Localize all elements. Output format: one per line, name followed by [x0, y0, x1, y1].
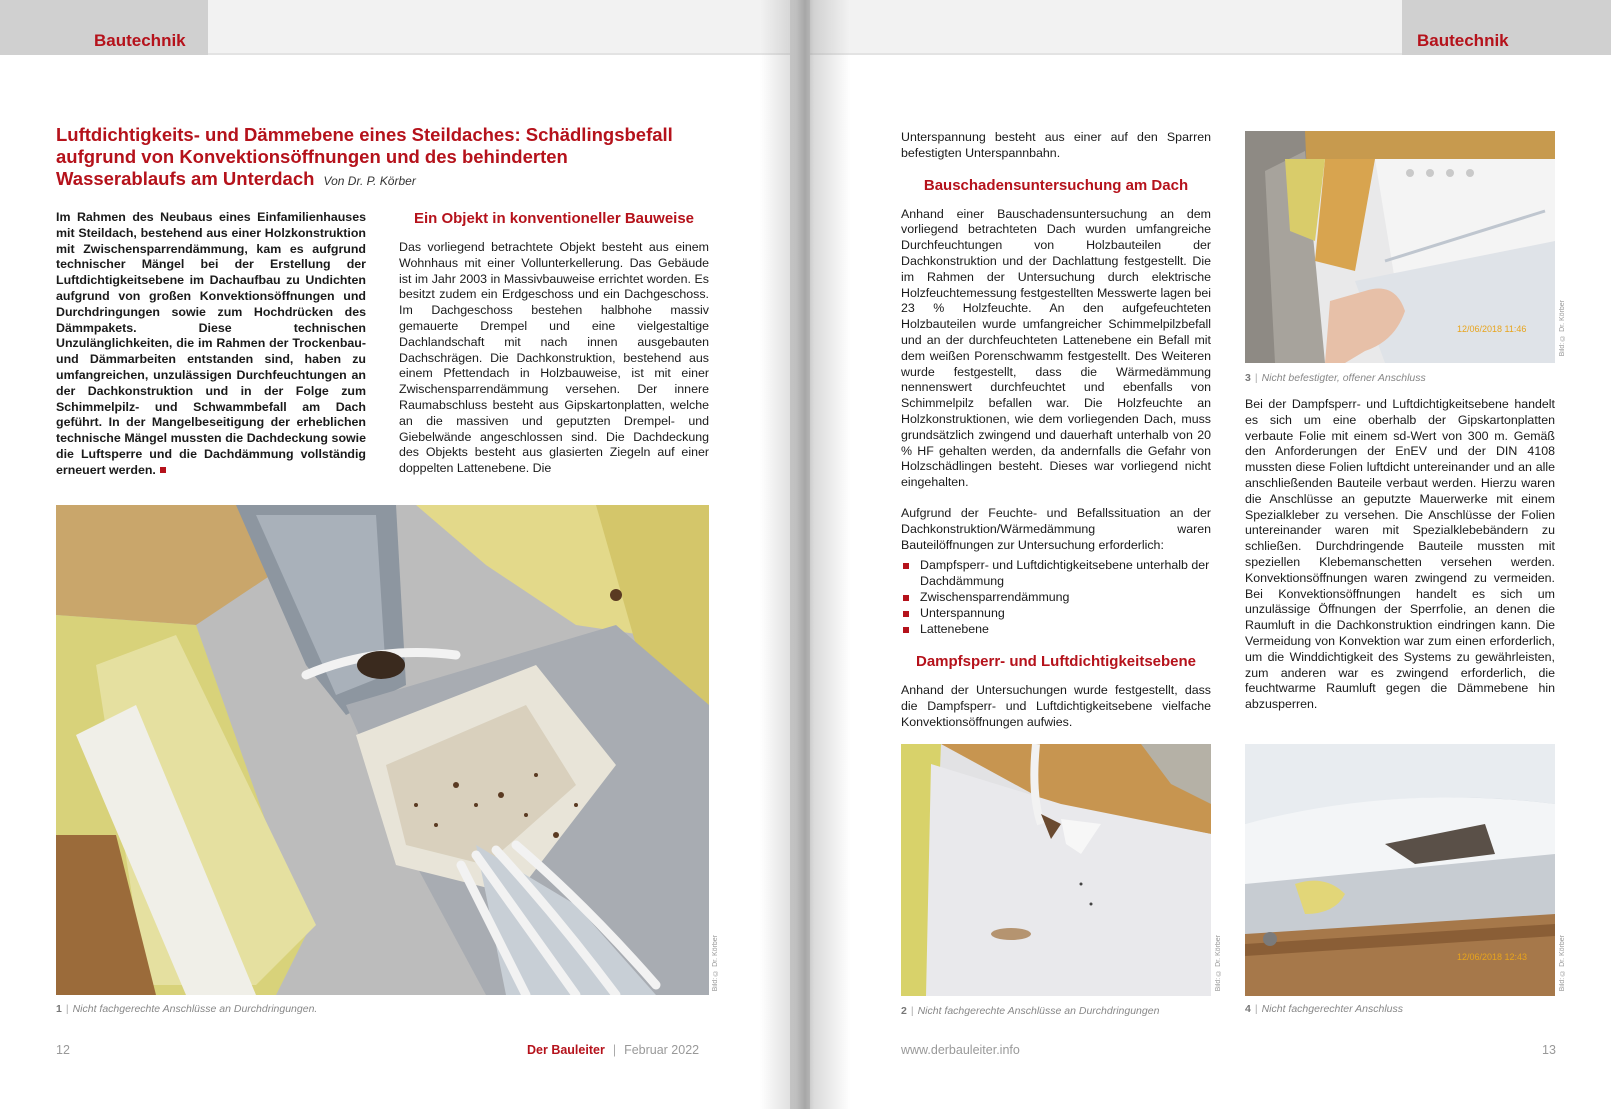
- list-item: Zwischensparrendämmung: [901, 590, 1211, 606]
- website-link[interactable]: www.derbauleiter.info: [901, 1043, 1020, 1057]
- figure-4-number: 4: [1245, 1003, 1251, 1015]
- body-paragraph: Anhand einer Bauschadensuntersuchung an dem vorliegend betrachteten Dach wurden umfangreiche Durchfeuchtungen von Holzbauteilen der Dachkonstruktion und der Dachlattung festgestellt. Die im Rahmen der Untersuchung durch elektrische Holzfeuchtemessung festgestellten Messwerte lagen bei 23 % Holzfeuchte. An den aufgefeuchteten Holzbauteilen wurde umfangreicher Schimmelpilzbefall und an der durchfeuchteten Lattenebene ein Befall mit dem weißen Porenschwamm festgestellt. Des Weiteren wurde festgestellt, dass die Wärmedämmung nennenswert durchfeuchtet und ebenfalls von Schimmelpilz befallen war. Die Holzfeuchte an Holzkonstruktionen, wie dem vorliegenden Dach, muss grundsätzlich zwingend und dauerhaft unterhalb von 20 % HF gehalten werden, da andernfalls die Gefahr von Holzschädlingen besteht. Dieses war vorliegend nicht eingehalten.: [901, 206, 1211, 490]
- figure-4-credit: Bild: © Dr. Körber: [1559, 935, 1566, 992]
- inspection-list: [901, 558, 1211, 637]
- figure-2-caption: 2 | Nicht fachgerechte Anschlüsse an Durchdringungen: [901, 1005, 1160, 1017]
- section-tag: Bautechnik: [94, 31, 186, 50]
- lead-paragraph: Im Rahmen des Neubaus eines Einfamilienhauses mit Steildach, bestehend aus einer Holzkonstruktion mit Zwischensparrendämmung, kam es aufgrund technischer Mängel bei der Erstellung der Luftdichtigkeitsebene im Dachaufbau zu Undichten aufgrund von großen Konvektionsöffnungen und Durchdringungen sowie zum Hochdrücken des Dämmpakets. Diese technischen Unzulänglichkeiten, die im Rahmen der Trockenbau- und Dämmarbeiten entstanden sind, haben zu umfangreichen, unzulässigen Durchfeuchtungen an der Dachkonstruktion und in der Folge zum Schimmelpilz- und Schwammbefall am Dach geführt. In der Mangelbeseitigung der erheblichen technische Mängel mussten die Dachdeckung sowie die Luftsperre und die Dachdämmung vollständig erneuert werden.: [56, 210, 366, 477]
- figure-3-timestamp: 12/06/2018 11:46: [1457, 324, 1527, 334]
- article-author: Von Dr. P. Körber: [323, 174, 416, 188]
- figure-1-illustration: [56, 505, 709, 995]
- figure-3-photo: [1245, 131, 1555, 363]
- body-paragraph: Unterspannung besteht aus einer auf den Sparren befestigten Unterspannbahn.: [901, 130, 1211, 160]
- figure-2-number: 2: [901, 1005, 907, 1017]
- figure-1-caption: 1 | Nicht fachgerechte Anschlüsse an Durchdringungen.: [56, 1003, 318, 1015]
- figure-2-credit: Bild: © Dr. Körber: [1215, 935, 1222, 992]
- list-item: Unterspannung: [901, 606, 1211, 622]
- list-item: Lattenebene: [901, 622, 1211, 638]
- figure-2-caption-text: Nicht fachgerechte Anschlüsse an Durchdringungen: [917, 1005, 1160, 1017]
- figure-3-illustration: [1245, 131, 1555, 363]
- body-paragraph: Bei der Dampfsperr- und Luftdichtigkeitsebene handelt es sich um eine oberhalb der Gipskartonplatten verbaute Folie mit einem sd-Wert von 300 m. Gemäß den Anforderungen der EnEV und der DIN 4108 mussten diese Folien luftdicht untereinander und an alle anschließenden Bauteile verbaut werden. Hierzu waren die Anschlüsse an geputzte Mauerwerke mit einem Spezialkleber zu versehen. Die Anschlüsse der Folien untereinander waren mit Spezialklebebändern zu schließen. Durchdringende Bauteile mussten mit speziellen Klebemanschetten versehen werden. Konvektionsöffnungen waren zwingend zu vermeiden. Bei Konvektionsöffnungen handelt es sich um unzulässige Öffnungen der Sperrfolie, an denen die Raumluft in die Dachkonstruktion eindringen kann. Die Vermeidung von Konvektion war zum einen erforderlich, um die Winddichtigkeit des Systems zu gewährleisten, zum anderen war es zwingend erforderlich, die feuchtwarme Raumluft gegen die Dämmebene hin abzusperren.: [1245, 397, 1555, 712]
- end-mark: [160, 467, 166, 473]
- figure-3-credit: Bild: © Dr. Körber: [1559, 300, 1566, 357]
- section-heading: Dampfsperr- und Luftdichtigkeitsebene: [915, 653, 1197, 671]
- lead-column: [56, 210, 366, 494]
- magazine-issue: Februar 2022: [624, 1043, 700, 1057]
- body-column-3: [1245, 397, 1555, 728]
- figure-4-illustration: [1245, 744, 1555, 996]
- left-footer-magazine: Der Bauleiter | Februar 2022: [527, 1043, 700, 1057]
- article-title-text: Luftdichtigkeits- und Dämmebene eines Steildaches: Schädlingsbefall aufgrund von Konvektionsöffnungen und des behinderten Wasserablaufs am Unterdach: [56, 124, 673, 189]
- body-paragraph: Das vorliegend betrachtete Objekt besteht aus einem Wohnhaus mit einer Vollunterkellerung. Das Gebäude ist im Jahr 2003 in Massivbauweise errichtet worden. Es besitzt zudem ein Erdgeschoss und ein Dachgeschoss. Im Dachgeschoss bestehen halbhohe massiv gemauerte Drempel und eine vielgestaltige Dachlandschaft mit nach innen ausgebauten Dachschrägen. Die Dachkonstruktion, bestehend aus einem Pfettendach in Holzbauweise, ist mit einer Zwischensparrendämmung versehen. Der innere Raumabschluss besteht aus Gipskartonplatten, welche an die massiven und geputzten Drempel- und Giebelwände angeschlossen sind. Die Dachdeckung des Objekts besteht aus glasierten Ziegeln auf einer doppelten Lattenebene. Die: [399, 240, 709, 476]
- list-item: Dampfsperr- und Luftdichtigkeitsebene unterhalb der Dachdämmung: [901, 558, 1211, 590]
- right-footer-page: 13: [1542, 1043, 1556, 1057]
- figure-4-caption: 4 | Nicht fachgerechter Anschluss: [1245, 1003, 1404, 1015]
- figure-3-caption: 3 | Nicht befestigter, offener Anschluss: [1245, 372, 1426, 384]
- body-paragraph: Aufgrund der Feuchte- und Befallssituation an der Dachkonstruktion/Wärmedämmung waren Bauteilöffnungen zur Untersuchung erforderlich:: [901, 505, 1211, 552]
- magazine-name: Der Bauleiter: [527, 1043, 605, 1057]
- figure-1-photo: [56, 505, 709, 995]
- figure-1-credit: Bild: © Dr. Körber: [712, 935, 719, 992]
- section-heading: Ein Objekt in konventioneller Bauweise: [413, 210, 695, 227]
- figure-4-photo: [1245, 744, 1555, 996]
- figure-3-number: 3: [1245, 372, 1251, 384]
- figure-3-caption-text: Nicht befestigter, offener Anschluss: [1261, 372, 1426, 384]
- section-tag: Bautechnik: [1417, 31, 1509, 50]
- body-paragraph: Anhand der Untersuchungen wurde festgestellt, dass die Dampfsperr- und Luftdichtigkeitsebene vielfache Konvektionsöffnungen aufwies.: [901, 683, 1211, 729]
- article-title: [56, 124, 696, 192]
- figure-2-photo: [901, 744, 1211, 996]
- figure-4-caption-text: Nicht fachgerechter Anschluss: [1261, 1003, 1404, 1015]
- section-heading: Bauschadensuntersuchung am Dach: [923, 176, 1189, 194]
- figure-4-timestamp: 12/06/2018 12:43: [1457, 952, 1528, 962]
- figure-1-caption-text: Nicht fachgerechte Anschlüsse an Durchdringungen.: [72, 1003, 318, 1015]
- body-column-1: [399, 210, 709, 492]
- left-footer-page: 12: [56, 1043, 70, 1057]
- left-page: [0, 0, 790, 1109]
- figure-2-illustration: [901, 744, 1211, 996]
- figure-1-number: 1: [56, 1003, 62, 1015]
- body-column-2: [901, 130, 1211, 746]
- right-page: [810, 0, 1611, 1109]
